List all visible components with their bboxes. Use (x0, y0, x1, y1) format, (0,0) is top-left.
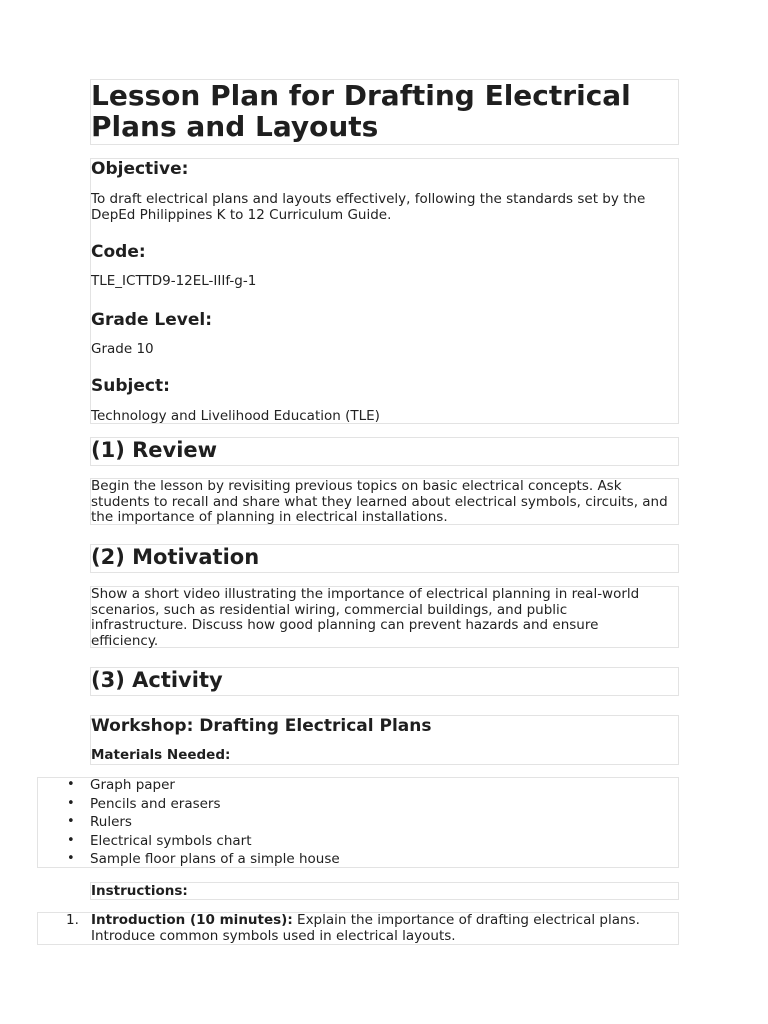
list-item: • Electrical symbols chart (67, 832, 252, 849)
motivation-text-box (90, 586, 679, 648)
list-item: • Sample floor plans of a simple house (67, 851, 340, 868)
list-item: • Graph paper (67, 777, 175, 793)
activity-heading: (3) Activity (91, 668, 223, 692)
subject-text: Technology and Livelihood Education (TLE) (91, 408, 380, 424)
lesson-info-box (90, 158, 679, 424)
instructions-list-box (37, 912, 679, 945)
page-title: Lesson Plan for Drafting Electrical Plans and Layouts (91, 79, 631, 143)
review-text-box (90, 478, 679, 525)
instructions-heading-box (90, 882, 679, 900)
materials-heading: Materials Needed: (91, 747, 231, 763)
bullet-icon: • (67, 851, 75, 867)
review-heading: (1) Review (91, 438, 218, 462)
motivation-heading-box (90, 544, 679, 573)
bullet-icon: • (67, 777, 75, 792)
code-heading: Code: (91, 242, 146, 262)
review-heading-box (90, 437, 679, 466)
motivation-text: Show a short video illustrating the importance of electrical planning in real-world scenarios, such as residential wiring, commercial buildings, and public infrastructure. Discuss how good planning can prevent hazards and ensure efficiency. (91, 586, 640, 650)
motivation-heading: (2) Motivation (91, 545, 260, 569)
bullet-icon: • (67, 814, 75, 830)
workshop-heading: Workshop: Drafting Electrical Plans (91, 716, 432, 736)
subject-heading: Subject: (91, 376, 170, 396)
objective-heading: Objective: (91, 159, 189, 179)
title-box (90, 79, 679, 145)
instruction-step-text: Explain the importance of drafting electrical plans. Introduce common symbols used in electrical layouts. (91, 912, 640, 944)
bullet-icon: • (67, 795, 75, 811)
list-item: • Pencils and erasers (67, 795, 221, 812)
activity-heading-box (90, 667, 679, 696)
instructions-heading: Instructions: (91, 883, 188, 899)
grade-level-text: Grade 10 (91, 341, 154, 357)
instructions-list (38, 913, 678, 944)
list-item: • Rulers (67, 814, 132, 831)
instruction-step-title: Introduction (10 minutes): (91, 912, 293, 928)
list-item (38, 913, 661, 944)
grade-level-heading: Grade Level: (91, 310, 213, 330)
list-number: 1. (66, 912, 79, 928)
objective-text: To draft electrical plans and layouts effectively, following the standards set by the DepEd Philippines K to 12 Curriculum Guide. (91, 191, 646, 223)
review-text: Begin the lesson by revisiting previous topics on basic electrical concepts. Ask students to recall and share what they learned about electrical symbols, circuits, and the importance of planning in electrical installations. (91, 478, 668, 526)
workshop-box (90, 715, 679, 765)
bullet-icon: • (67, 832, 75, 848)
code-text: TLE_ICTTD9-12EL-IIIf-g-1 (91, 273, 257, 289)
materials-list (38, 776, 678, 869)
materials-list-box (37, 777, 679, 868)
